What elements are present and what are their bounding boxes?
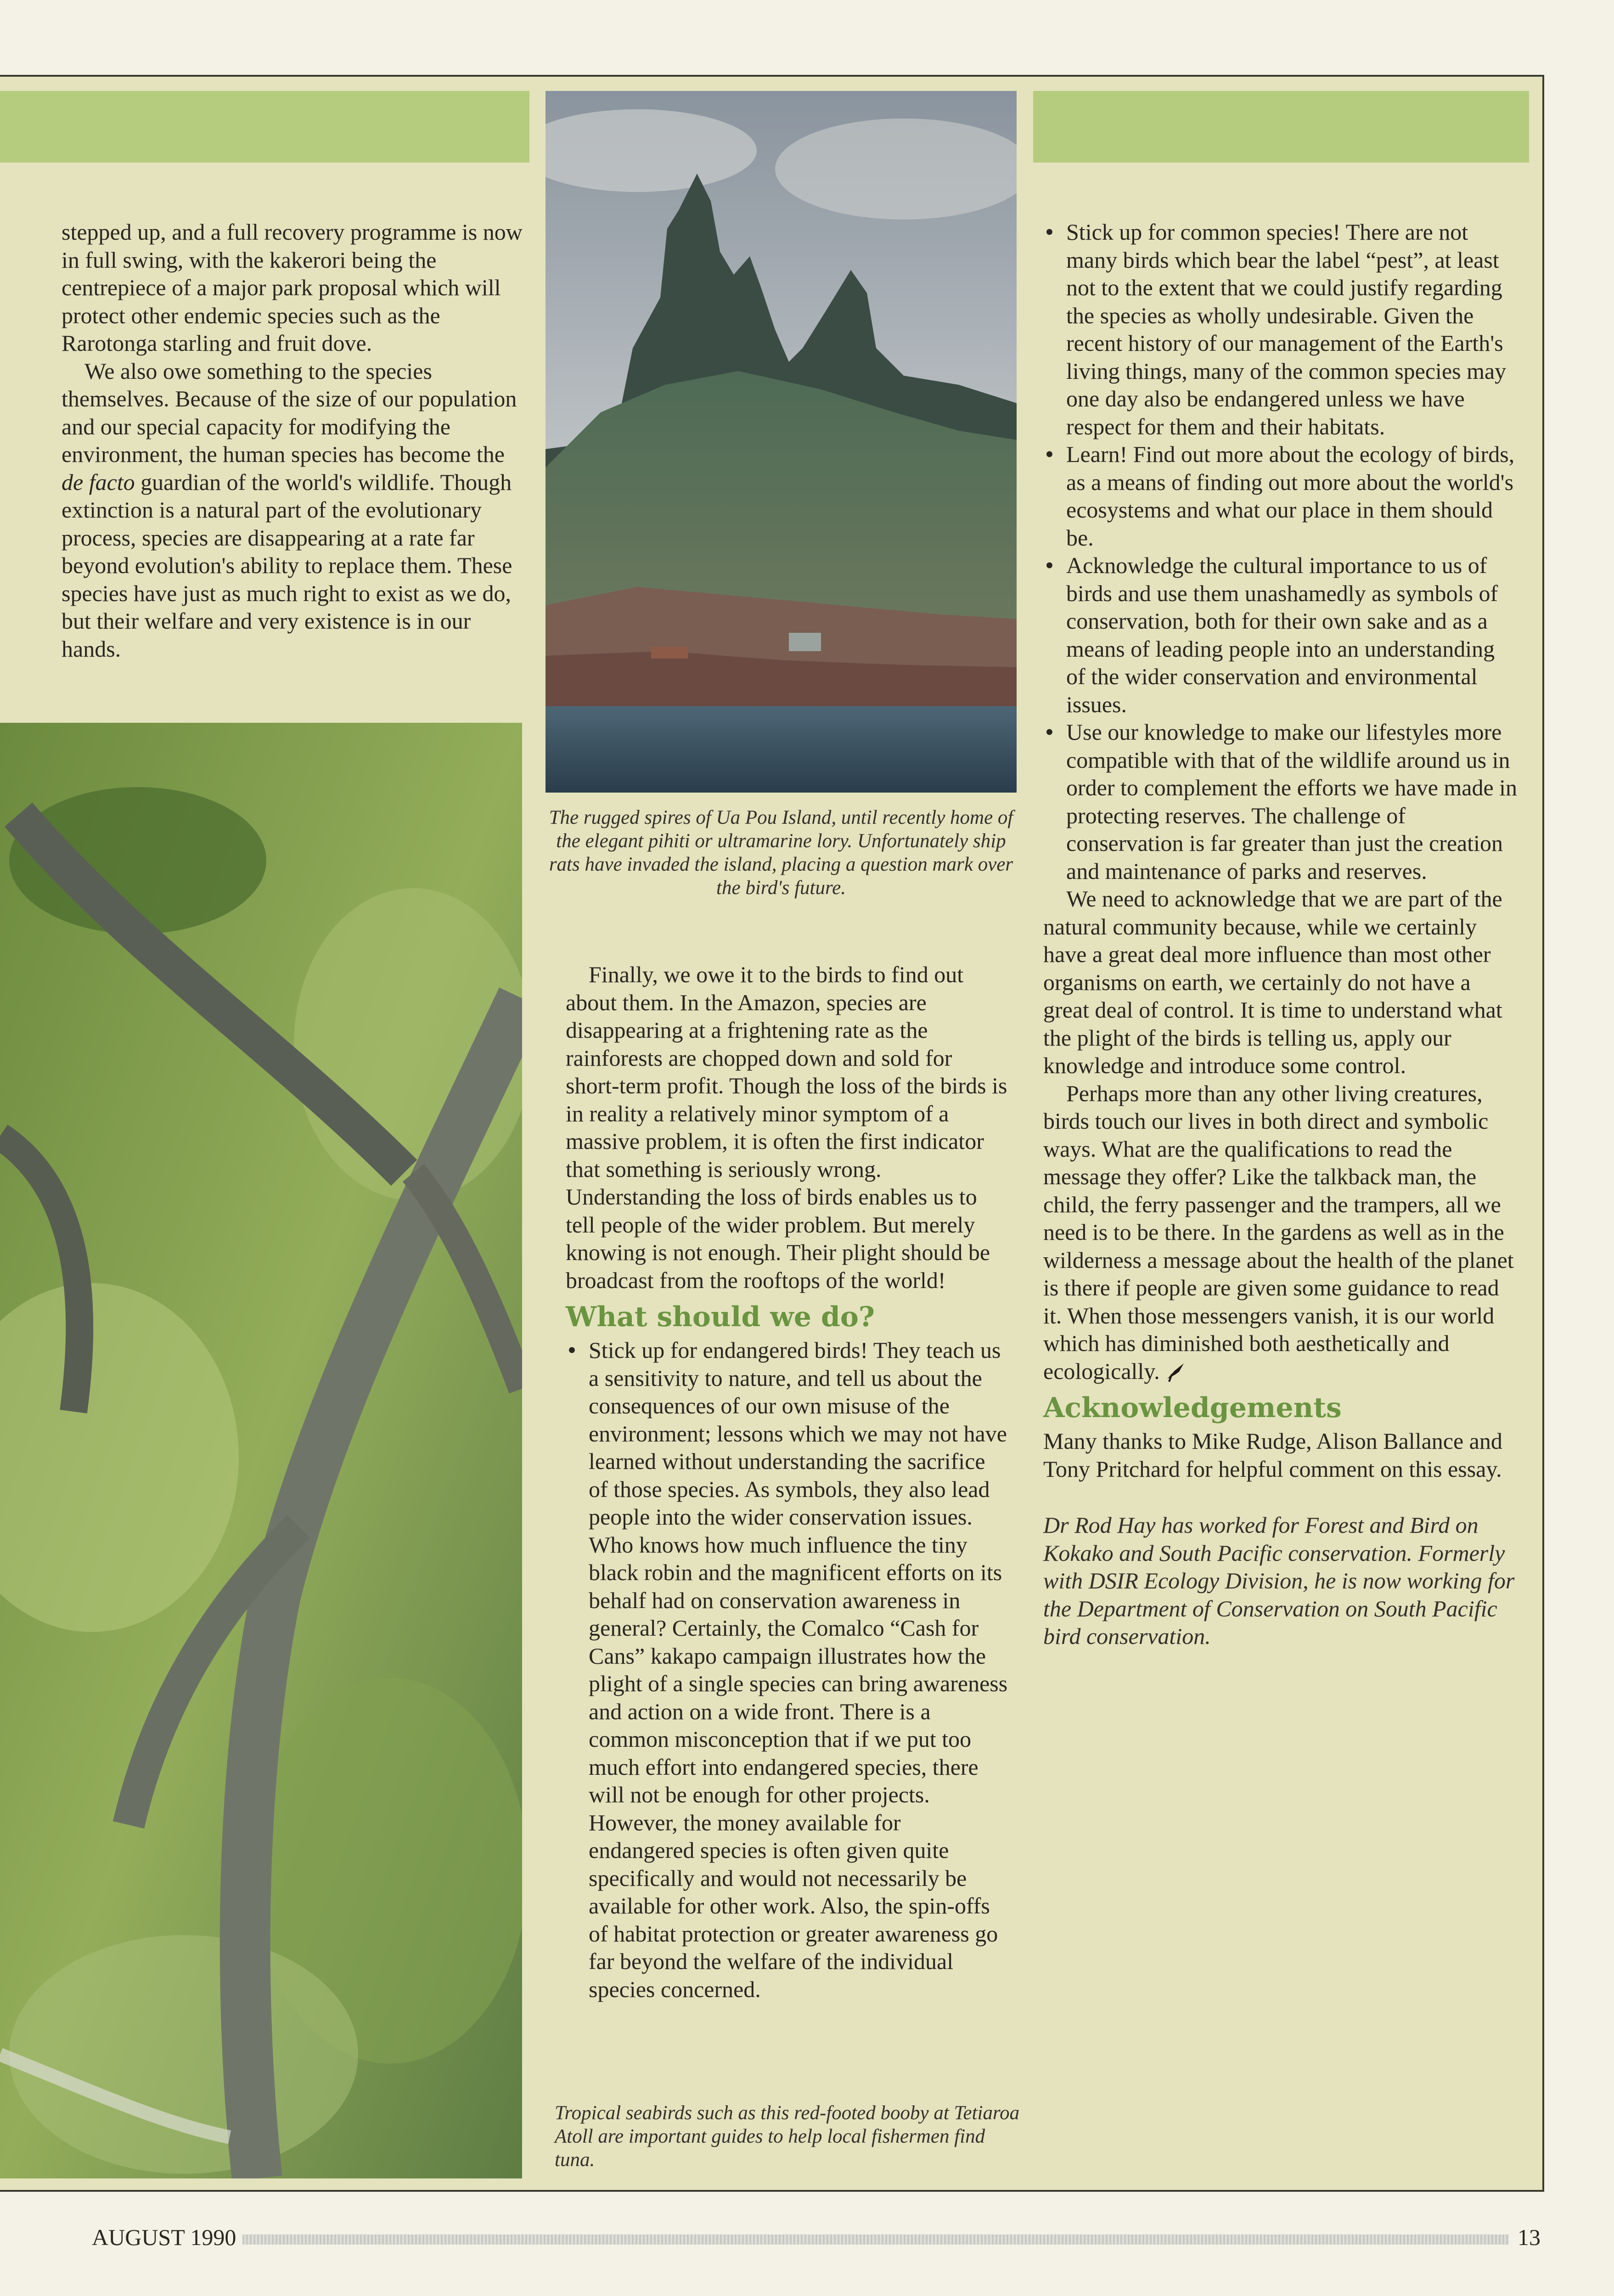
footer-issue-date: AUGUST 1990 [92, 2224, 236, 2250]
footer-rule [242, 2234, 1509, 2245]
list-item: • Learn! Find out more about the ecology of birds, as a means of finding out more about the world's ecosystems and what our place in them should be. [1043, 440, 1518, 551]
list-item: • Stick up for endangered birds! They teach us a sensitivity to nature, and tell us about the consequences of our own misuse of the environment; lessons which we may not have learned without understanding the sacrifice of those species. As symbols, they also lead people into the wider conservation issues. Who knows how much influence the tiny black robin and the magnificent efforts on its behalf had on conservation awareness in general? Certainly, the Comalco “Cash for Cans” kakapo campaign illustrates how the plight of a single species can bring awareness and action on a wide front. There is a common misconception that if we put too much effort into endangered species, there will not be enough for other projects. However, the money available for endangered species is often given quite specifically and would not necessarily be available for other work. Also, the spin-offs of habitat protection or greater awareness go far beyond the welfare of the individual species concerned. [566, 1336, 1009, 2003]
photo-ua-pou-island [545, 91, 1017, 793]
acknowledgements-text: Many thanks to Mike Rudge, Alison Ballance and Tony Pritchard for helpful comment on this essay. [1043, 1428, 1502, 1482]
paragraph: stepped up, and a full recovery programme is now in full swing, with the kakerori being the centrepiece of a major park proposal which will protect other endemic species such as the Rarotonga starling and fruit dove. [62, 219, 523, 356]
heading-acknowledgements: Acknowledgements [1043, 1392, 1342, 1424]
caption-island: The rugged spires of Ua Pou Island, until recently home of the elegant pihiti or ultramarine lory. Unfortunately ship rats have invaded the island, placing a question mark over the bird's future. [549, 807, 1013, 899]
paragraph: Finally, we owe it to the birds to find out about them. In the Amazon, species are disappearing at a frightening rate as the rainforests are chopped down and sold for short-term profit. Though the loss of the birds is in reality a relatively minor symptom of a massive problem, it is often the first indicator that something is seriously wrong. Understanding the loss of birds enables us to tell people of the wider problem. But merely knowing is not enough. Their plight should be broadcast from the rooftops of the world! [566, 962, 1007, 1293]
list-item: • Stick up for common species! There are not many birds which bear the label “pest”, at least not to the extent that we could justify regarding the species as wholly undesirable. Given the recent history of our management of the Earth's living things, many of the common species may one day also be endangered unless we have respect for them and their habitats. [1043, 218, 1518, 440]
paragraph: We need to acknowledge that we are part of the natural community because, while we certainly have a great deal more influence than most other organisms on earth, we certainly do not have a great deal of control. It is time to understand what the plight of the birds is telling us, apply our knowledge and introduce some control. [1043, 886, 1502, 1078]
page-number: 13 [1518, 2224, 1541, 2250]
bird-end-mark-icon [1165, 1361, 1186, 1383]
list-actions-continued [1043, 218, 1518, 885]
list-item: • Acknowledge the cultural importance to us of birds and use them unashamedly as symbols of conservation, both for their own sake and as a means of leading people into an understanding of the wider conservation and environmental issues. [1043, 551, 1518, 718]
paragraph: We also owe something to the species themselves. Because of the size of our population and our special capacity for modifying the environment, the human species has become the de facto guardian of the world's wildlife. Though extinction is a natural part of the evolutionary process, species are disappearing at a rate far beyond evolution's ability to replace them. These species have just as much right to exist as we do, but their welfare and very existence is in our hands. [62, 358, 517, 662]
author-bio: Dr Rod Hay has worked for Forest and Bird on Kokako and South Pacific conservation. Formerly with DSIR Ecology Division, he is now working for the Department of Conservation on South Pacific bird conservation. [1043, 1512, 1515, 1649]
header-band-right [1033, 91, 1529, 163]
caption-booby: Tropical seabirds such as this red-footed booby at Tetiaroa Atoll are important guides to help local fishermen find tuna. [555, 2102, 1020, 2171]
column-middle [566, 961, 1009, 2003]
paragraph: Perhaps more than any other living creatures, birds touch our lives in both direct and symbolic ways. What are the qualifications to read the message they offer? Like the talkback man, the child, the ferry passenger and the trampers, all we need is to be there. In the gardens as well as in the wilderness a message about the health of the planet is there if people are given some guidance to read it. When those messengers vanish, it is our world which has diminished both aesthetically and ecologically. [1043, 1080, 1514, 1384]
list-item: • Use our knowledge to make our lifestyles more compatible with that of the wildlife around us in order to complement the efforts we have made in protecting reserves. The challenge of conservation is far greater than just the creation and maintenance of parks and reserves. [1043, 718, 1518, 885]
photo-red-footed-booby [0, 723, 522, 2178]
header-band-left [0, 91, 529, 163]
island-illustration [545, 91, 1017, 793]
column-left [62, 218, 528, 663]
heading-what-should-we-do: What should we do? [566, 1301, 875, 1333]
list-actions [566, 1336, 1009, 2003]
booby-habitat-illustration [0, 723, 522, 2178]
column-right [1043, 218, 1518, 1650]
